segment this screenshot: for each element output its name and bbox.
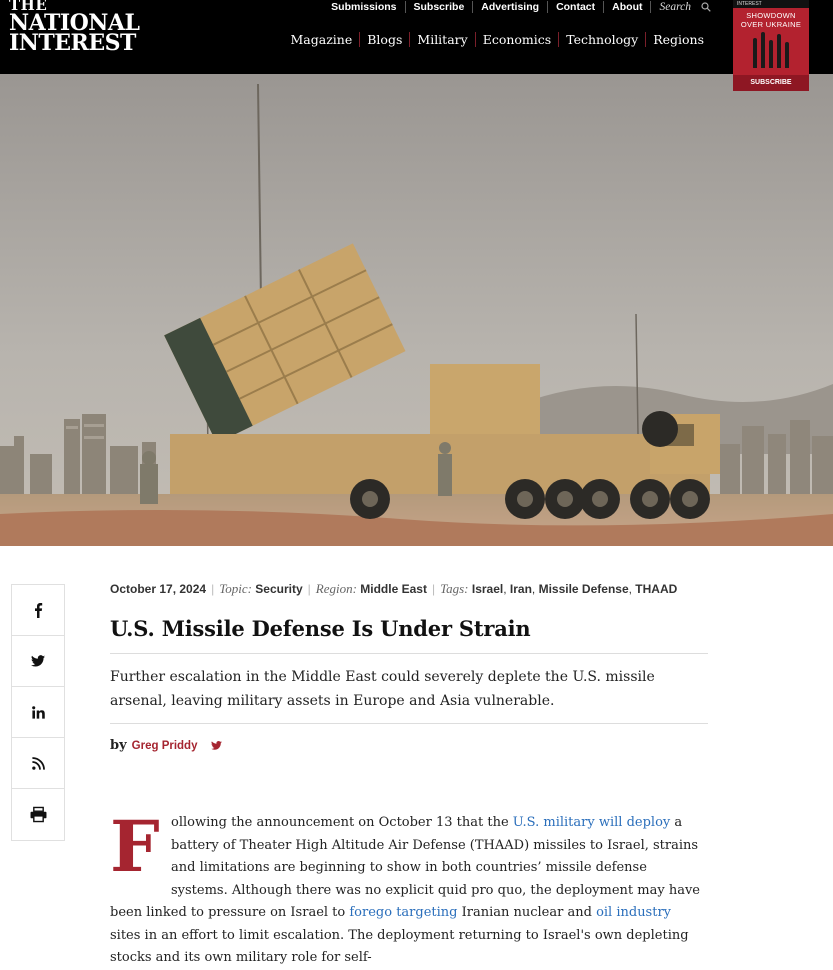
rss-icon bbox=[32, 757, 45, 770]
divider bbox=[110, 723, 708, 724]
share-toolbar bbox=[11, 584, 65, 841]
main-nav-economics[interactable]: Economics bbox=[476, 32, 560, 47]
article-meta: October 17, 2024 | Topic: Security | Region: Middle East | Tags: Israel, Iran, Missile Defense, THAAD bbox=[110, 581, 678, 596]
linkedin-icon bbox=[32, 706, 45, 719]
facebook-icon bbox=[33, 602, 43, 618]
tag-link[interactable]: Missile Defense bbox=[538, 582, 629, 596]
author-twitter-icon[interactable] bbox=[211, 741, 222, 750]
body-text: ollowing the announcement on October 13 that the bbox=[171, 815, 513, 830]
top-nav-advertising[interactable]: Advertising bbox=[473, 1, 548, 13]
inline-link[interactable]: oil industry bbox=[596, 905, 672, 920]
site-header bbox=[0, 0, 833, 74]
topic-label: Topic: bbox=[219, 581, 252, 596]
main-nav-regions[interactable]: Regions bbox=[653, 32, 704, 47]
region-label: Region: bbox=[315, 581, 357, 596]
body-text: sites in an effort to limit escalation. The deployment returning to Israel's own depleting stocks and its own military role for self- bbox=[110, 927, 689, 965]
magazine-cover-title bbox=[733, 11, 809, 29]
print-button[interactable] bbox=[12, 789, 64, 840]
logo-line-1: THE bbox=[9, 0, 48, 14]
article-date: October 17, 2024 bbox=[110, 582, 207, 596]
byline bbox=[110, 738, 708, 753]
author-link[interactable]: Greg Priddy bbox=[131, 739, 198, 752]
inline-link[interactable]: forego targeting bbox=[349, 905, 458, 920]
tag-link[interactable]: Iran bbox=[509, 582, 532, 596]
top-nav bbox=[323, 0, 711, 14]
main-nav bbox=[284, 32, 712, 47]
main-nav-technology[interactable]: Technology bbox=[559, 32, 646, 47]
magazine-title-line-1: SHOWDOWN bbox=[746, 11, 796, 20]
twitter-icon bbox=[31, 655, 45, 667]
region-link[interactable]: Middle East bbox=[360, 582, 427, 596]
share-facebook-button[interactable] bbox=[12, 585, 64, 636]
magazine-cover-art bbox=[733, 32, 809, 68]
tag-link[interactable]: THAAD bbox=[635, 582, 678, 596]
main-nav-blogs[interactable]: Blogs bbox=[360, 32, 410, 47]
inline-link[interactable]: U.S. military will deploy bbox=[512, 815, 671, 830]
article-dek: Further escalation in the Middle East could severely deplete the U.S. missile arsenal, leaving military assets in Europe and Asia vulnerable. bbox=[110, 669, 655, 709]
share-linkedin-button[interactable] bbox=[12, 687, 64, 738]
logo-line-3: INTEREST bbox=[9, 30, 136, 56]
magazine-subscribe-button[interactable]: SUBSCRIBE bbox=[733, 75, 809, 91]
magazine-title-line-2: OVER UKRAINE bbox=[740, 20, 802, 29]
search-icon[interactable] bbox=[701, 2, 711, 12]
body-text: Iranian nuclear and bbox=[457, 905, 597, 920]
magazine-subscribe-promo[interactable] bbox=[733, 0, 809, 91]
top-nav-submissions[interactable]: Submissions bbox=[323, 1, 405, 13]
share-rss-button[interactable] bbox=[12, 738, 64, 789]
top-nav-contact[interactable]: Contact bbox=[548, 1, 604, 13]
tags-label: Tags: bbox=[440, 581, 469, 596]
patriot-missile-launcher-photo bbox=[0, 74, 833, 546]
site-logo[interactable] bbox=[9, 0, 139, 54]
main-nav-military[interactable]: Military bbox=[410, 32, 475, 47]
logo-line-2: NATIONAL bbox=[9, 10, 140, 36]
article-header bbox=[110, 581, 708, 753]
article-title: U.S. Missile Defense Is Under Strain bbox=[110, 616, 531, 641]
by-label: by bbox=[110, 738, 127, 753]
search-input[interactable]: Search bbox=[659, 1, 691, 13]
print-icon bbox=[30, 807, 47, 822]
article-body bbox=[110, 805, 705, 970]
divider bbox=[110, 653, 708, 654]
magazine-masthead: INTEREST bbox=[733, 0, 809, 8]
top-nav-about[interactable]: About bbox=[604, 1, 651, 13]
hero-image bbox=[0, 74, 833, 546]
share-twitter-button[interactable] bbox=[12, 636, 64, 687]
tag-link[interactable]: Israel bbox=[471, 582, 504, 596]
top-nav-subscribe[interactable]: Subscribe bbox=[406, 1, 474, 13]
body-text: a battery of Theater High Altitude Air Defense (THAAD) missiles to Israel, strains and limitations are beginning to show in both countries’ missile defense systems. Although there was no explicit quid pro quo, the deployment may have been linked to pressure on Israel to bbox=[110, 815, 700, 920]
drop-cap: F bbox=[110, 805, 160, 888]
topic-link[interactable]: Security bbox=[255, 582, 303, 596]
main-nav-magazine[interactable]: Magazine bbox=[284, 32, 361, 47]
